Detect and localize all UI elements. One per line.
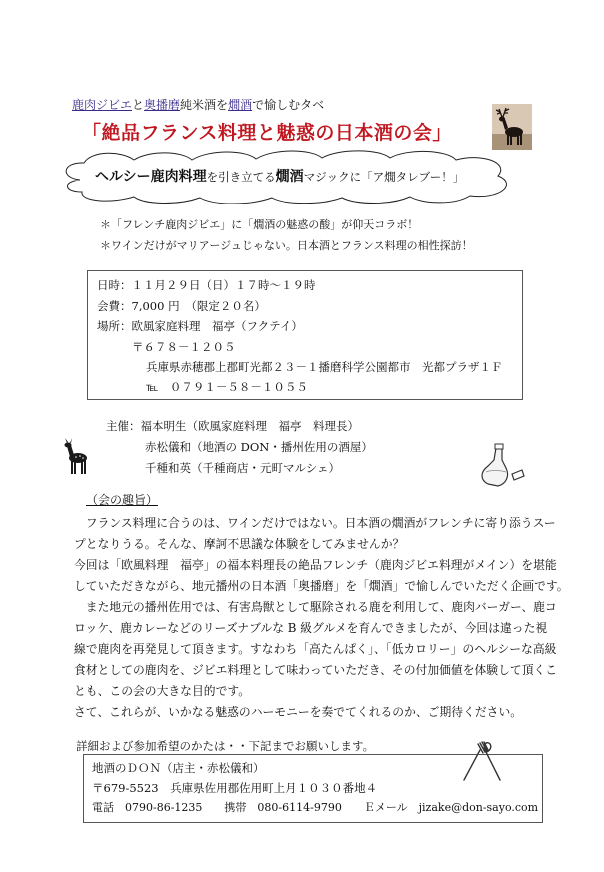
page-title: 「絶品フランス料理と魅惑の日本酒の会」	[82, 122, 452, 144]
subtitle-jibier: 鹿肉ジビエ	[72, 98, 133, 112]
note-line: ＊「フレンチ鹿肉ジビエ」に「燗酒の魅惑の酸」が仰天コラボ！	[100, 218, 419, 231]
organizer-line: 千種和英（千種商店・元町マルシェ）	[145, 461, 340, 475]
subtitle-okuharima: 奥播磨	[144, 98, 181, 112]
contact-phone: 電話 0790-86-1235 携帯 080-6114-9790 Ｅメール jizake@don-sayo.com	[92, 801, 539, 814]
contact-lead: 詳細および参加希望のかたは・・下記までお願いします。	[76, 739, 375, 753]
sake-bottle-icon	[478, 440, 526, 490]
purpose-heading-text: （会の趣旨）	[86, 493, 159, 507]
purpose-heading	[86, 492, 158, 508]
subtitle-junmai: 純米酒を	[180, 98, 229, 112]
event-date: 日時：１１月２９日（日）１７時～１９時	[97, 278, 316, 292]
subtitle-evening: で愉しむタベ	[252, 98, 325, 112]
purpose-line: フランス料理に合うのは、ワインだけではない。日本酒の燗酒がフレンチに寄り添うスー	[74, 516, 556, 530]
subtitle-and: と	[132, 98, 145, 112]
cloud-healthy-deer: ヘルシー鹿肉料理	[95, 169, 207, 185]
cloud-kanzake: 燗酒	[275, 169, 304, 185]
cutlery-icon	[460, 738, 504, 782]
purpose-line: 食材としての鹿肉を、ジビエ料理として味わっていただき、その付加価値を体験して頂くこ	[74, 663, 558, 677]
cloud-magic: マジックに「ア燗タレブー！」	[303, 170, 465, 184]
organizer-line: 赤松儀和（地酒の DON・播州佐用の酒屋）	[145, 440, 373, 454]
note-line: ＊ワインだけがマリアージュじゃない。日本酒とフランス料理の相性探訪！	[100, 239, 473, 252]
purpose-line: ロッケ、鹿カレーなどのリーズナブルな B 級グルメを育んできましたが、今回は違った視	[74, 621, 548, 635]
subtitle	[72, 97, 324, 113]
purpose-line: とも、この会の大きな目的です。	[74, 684, 251, 698]
subtitle-kanzake: 燗酒	[228, 98, 253, 112]
purpose-line: さて、これらが、いかなる魅惑のハーモニーを奏でてくれるのか、ご期待ください。	[74, 705, 523, 719]
venue-postal: 〒６７８－１２０５	[132, 340, 236, 354]
purpose-line: 線で鹿肉を再発見して頂きます。すなわち「高たんぱく」、「低カロリー」のヘルシーな高級	[74, 642, 557, 656]
venue-address: 兵庫県赤穂郡上郡町光都２３－１播磨科学公園都市 光都プラザ１Ｆ	[146, 360, 503, 374]
venue-tel: ℡ ０７９１－５８－１０５５	[146, 380, 308, 394]
purpose-line: 今回は「欧風料理 福亭」の福本料理長の絶品フレンチ（鹿肉ジビエ料理がメイン）を堪能	[74, 558, 557, 572]
purpose-line: していただきながら、地元播州の日本酒「奥播磨」を「燗酒」で愉しんでいただく企画です。	[74, 579, 569, 593]
purpose-line: プとなりうる。そんな、摩訶不思議な体験をしてみませんか？	[74, 537, 405, 551]
cloud-enhance: を引き立てる	[206, 170, 276, 184]
event-venue: 場所：欧風家庭料理 福亭（フクテイ）	[97, 319, 303, 333]
event-fee: 会費：7,000 円 （限定２０名）	[97, 299, 266, 313]
cloud-text	[95, 166, 464, 186]
fawn-icon	[60, 436, 94, 476]
purpose-line: また地元の播州佐用では、有害鳥獣として駆除される鹿を利用して、鹿肉バーガー、鹿コ	[74, 600, 557, 614]
organizer-line: 主催：福本明生（欧風家庭料理 福亭 料理長）	[106, 419, 359, 433]
deer-photo-icon	[492, 104, 532, 150]
contact-address: 〒679-5523 兵庫県佐用郡佐用町上月１０３０番地４	[92, 781, 378, 795]
contact-name: 地酒のＤＯＮ（店主・赤松儀和）	[92, 761, 265, 775]
